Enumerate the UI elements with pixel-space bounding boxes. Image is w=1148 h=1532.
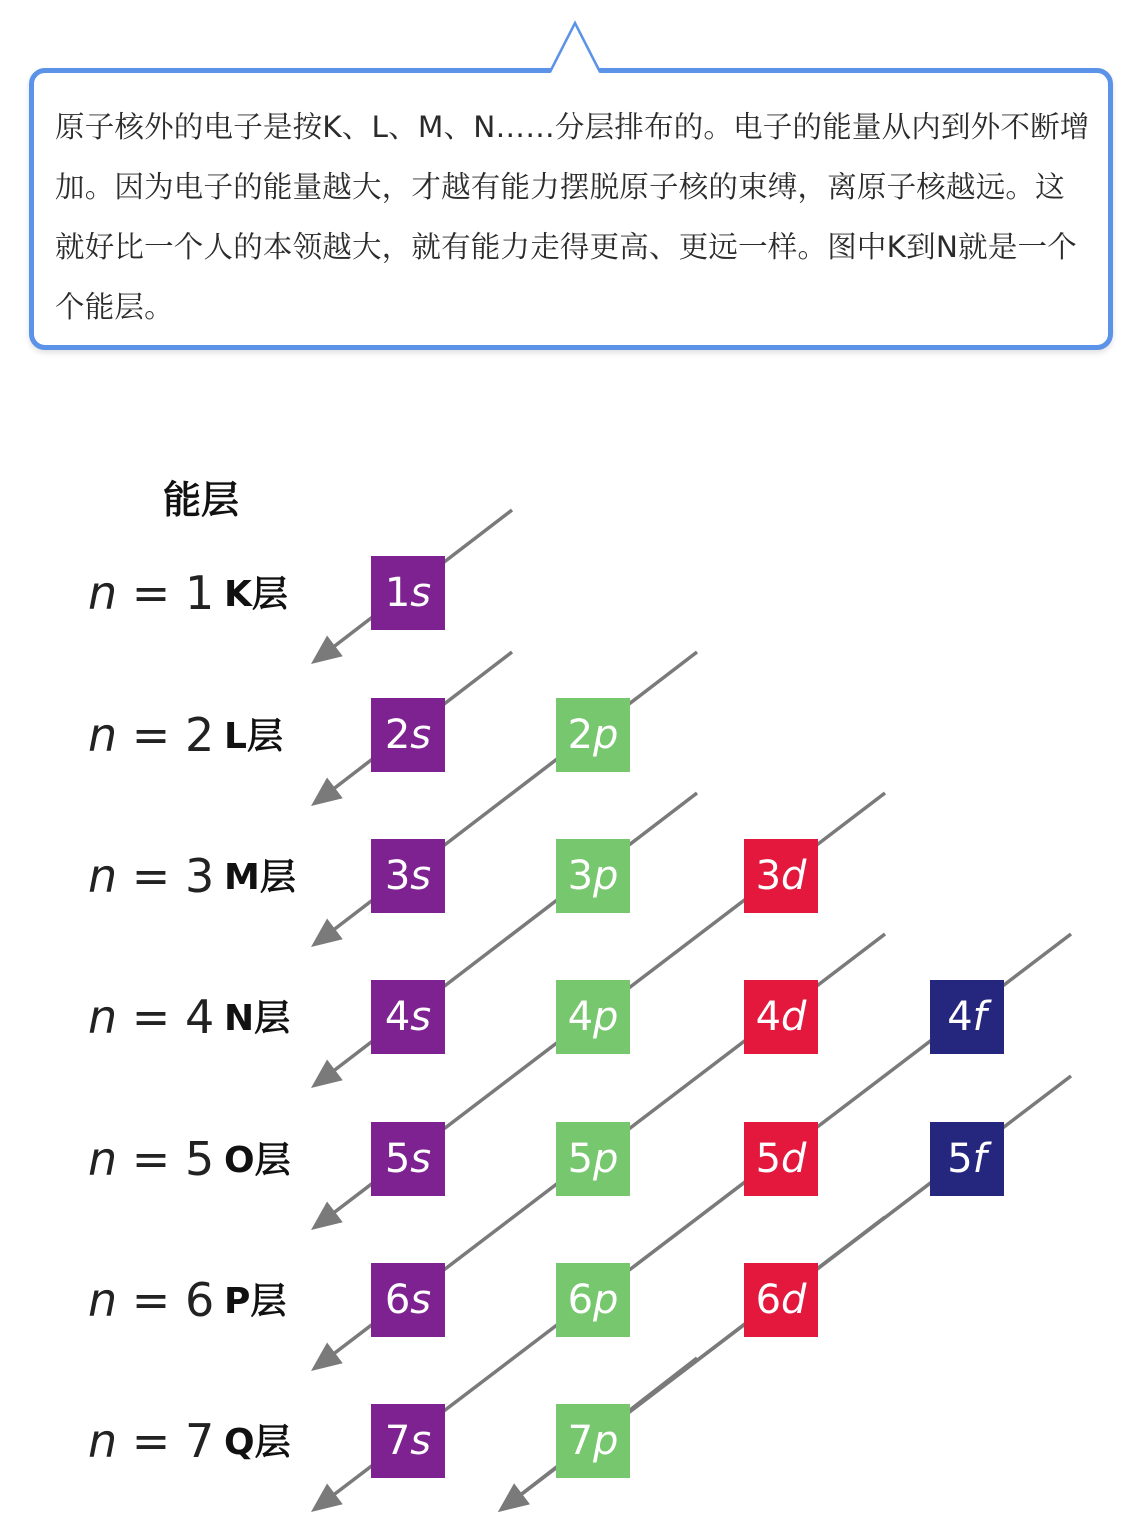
orbital-number: 2 (384, 712, 411, 758)
orbital-4p (556, 980, 630, 1054)
n-value: = 3 (117, 849, 215, 903)
principal-quantum-number-label (88, 563, 238, 623)
orbital-4s (371, 980, 445, 1054)
orbital-7p (556, 1404, 630, 1478)
orbital-letter: d (781, 853, 807, 899)
orbital-letter: s (410, 1136, 432, 1182)
n-variable: n (88, 1273, 118, 1327)
orbital-letter: d (781, 1136, 807, 1182)
orbital-4d (744, 980, 818, 1054)
principal-quantum-number-label (88, 846, 238, 906)
orbital-5s (371, 1122, 445, 1196)
orbital-5d (744, 1122, 818, 1196)
n-variable: n (88, 708, 118, 762)
orbital-number: 2 (567, 712, 594, 758)
orbital-letter: f (972, 1136, 987, 1182)
orbital-2s (371, 698, 445, 772)
orbital-letter: p (593, 1277, 619, 1323)
orbital-6p (556, 1263, 630, 1337)
principal-quantum-number-label (88, 1411, 238, 1471)
shell-label-q: Q层 (224, 1422, 291, 1463)
n-variable: n (88, 566, 118, 620)
orbital-letter: d (781, 1277, 807, 1323)
orbital-number: 3 (567, 853, 594, 899)
orbital-3s (371, 839, 445, 913)
n-variable: n (88, 849, 118, 903)
arrow-head (311, 1343, 343, 1371)
orbital-number: 1 (384, 570, 411, 616)
shell-label-l: L层 (224, 716, 283, 757)
orbital-letter: s (410, 994, 432, 1040)
orbital-number: 6 (567, 1277, 594, 1323)
principal-quantum-number-label (88, 705, 238, 765)
orbital-letter: p (593, 853, 619, 899)
orbital-letter: s (410, 570, 432, 616)
orbital-number: 5 (567, 1136, 594, 1182)
orbital-letter: p (593, 712, 619, 758)
arrow-head (311, 1202, 343, 1230)
orbital-letter: s (410, 712, 432, 758)
n-value: = 2 (117, 708, 215, 762)
orbital-number: 4 (755, 994, 782, 1040)
arrow-head (311, 778, 343, 806)
n-value: = 6 (117, 1273, 215, 1327)
orbital-letter: s (410, 1418, 432, 1464)
n-value: = 7 (117, 1414, 215, 1468)
orbital-number: 3 (755, 853, 782, 899)
orbital-1s (371, 556, 445, 630)
orbital-number: 4 (947, 994, 973, 1040)
n-value: = 5 (117, 1132, 215, 1186)
orbital-number: 5 (384, 1136, 411, 1182)
shell-label-o: O层 (224, 1140, 291, 1181)
orbital-3d (744, 839, 818, 913)
arrow-head (311, 1484, 343, 1512)
orbital-number: 5 (947, 1136, 973, 1182)
orbital-number: 7 (384, 1418, 411, 1464)
arrow-head (311, 636, 343, 664)
orbital-5p (556, 1122, 630, 1196)
n-variable: n (88, 1414, 118, 1468)
orbital-letter: s (410, 853, 432, 899)
shell-label-p: P层 (224, 1281, 287, 1322)
orbital-letter: s (410, 1277, 432, 1323)
orbital-number: 6 (755, 1277, 782, 1323)
arrow-head (311, 919, 343, 947)
orbital-7s (371, 1404, 445, 1478)
n-value: = 1 (117, 566, 215, 620)
n-value: = 4 (117, 990, 215, 1044)
orbital-letter: p (593, 1418, 619, 1464)
orbital-number: 4 (567, 994, 594, 1040)
arrow-head (498, 1484, 530, 1512)
orbital-letter: p (593, 994, 619, 1040)
orbital-letter: p (593, 1136, 619, 1182)
orbital-letter: f (972, 994, 987, 1040)
shell-label-m: M层 (224, 857, 296, 898)
orbital-3p (556, 839, 630, 913)
orbital-2p (556, 698, 630, 772)
orbital-number: 3 (384, 853, 411, 899)
shell-label-n: N层 (224, 998, 291, 1039)
orbital-5f (930, 1122, 1004, 1196)
n-variable: n (88, 1132, 118, 1186)
n-variable: n (88, 990, 118, 1044)
orbital-letter: d (781, 994, 807, 1040)
principal-quantum-number-label (88, 1129, 238, 1189)
orbital-number: 5 (755, 1136, 782, 1182)
orbital-number: 7 (567, 1418, 594, 1464)
orbital-6s (371, 1263, 445, 1337)
principal-quantum-number-label (88, 987, 238, 1047)
diagram-title: 能层 (163, 478, 240, 522)
orbital-number: 4 (384, 994, 411, 1040)
orbital-number: 6 (384, 1277, 411, 1323)
principal-quantum-number-label (88, 1270, 238, 1330)
arrow-head (311, 1060, 343, 1088)
callout-text: 原子核外的电子是按K、L、M、N……分层排布的。电子的能量从内到外不断增加。因为电子的能量越大，才越有能力摆脱原子核的束缚，离原子核越远。这就好比一个人的本领越大，就有能力走得更高、更远一样。图中K到N就是一个个能层。 (55, 110, 1090, 324)
orbital-6d (744, 1263, 818, 1337)
shell-label-k: K层 (224, 574, 288, 615)
orbital-4f (930, 980, 1004, 1054)
